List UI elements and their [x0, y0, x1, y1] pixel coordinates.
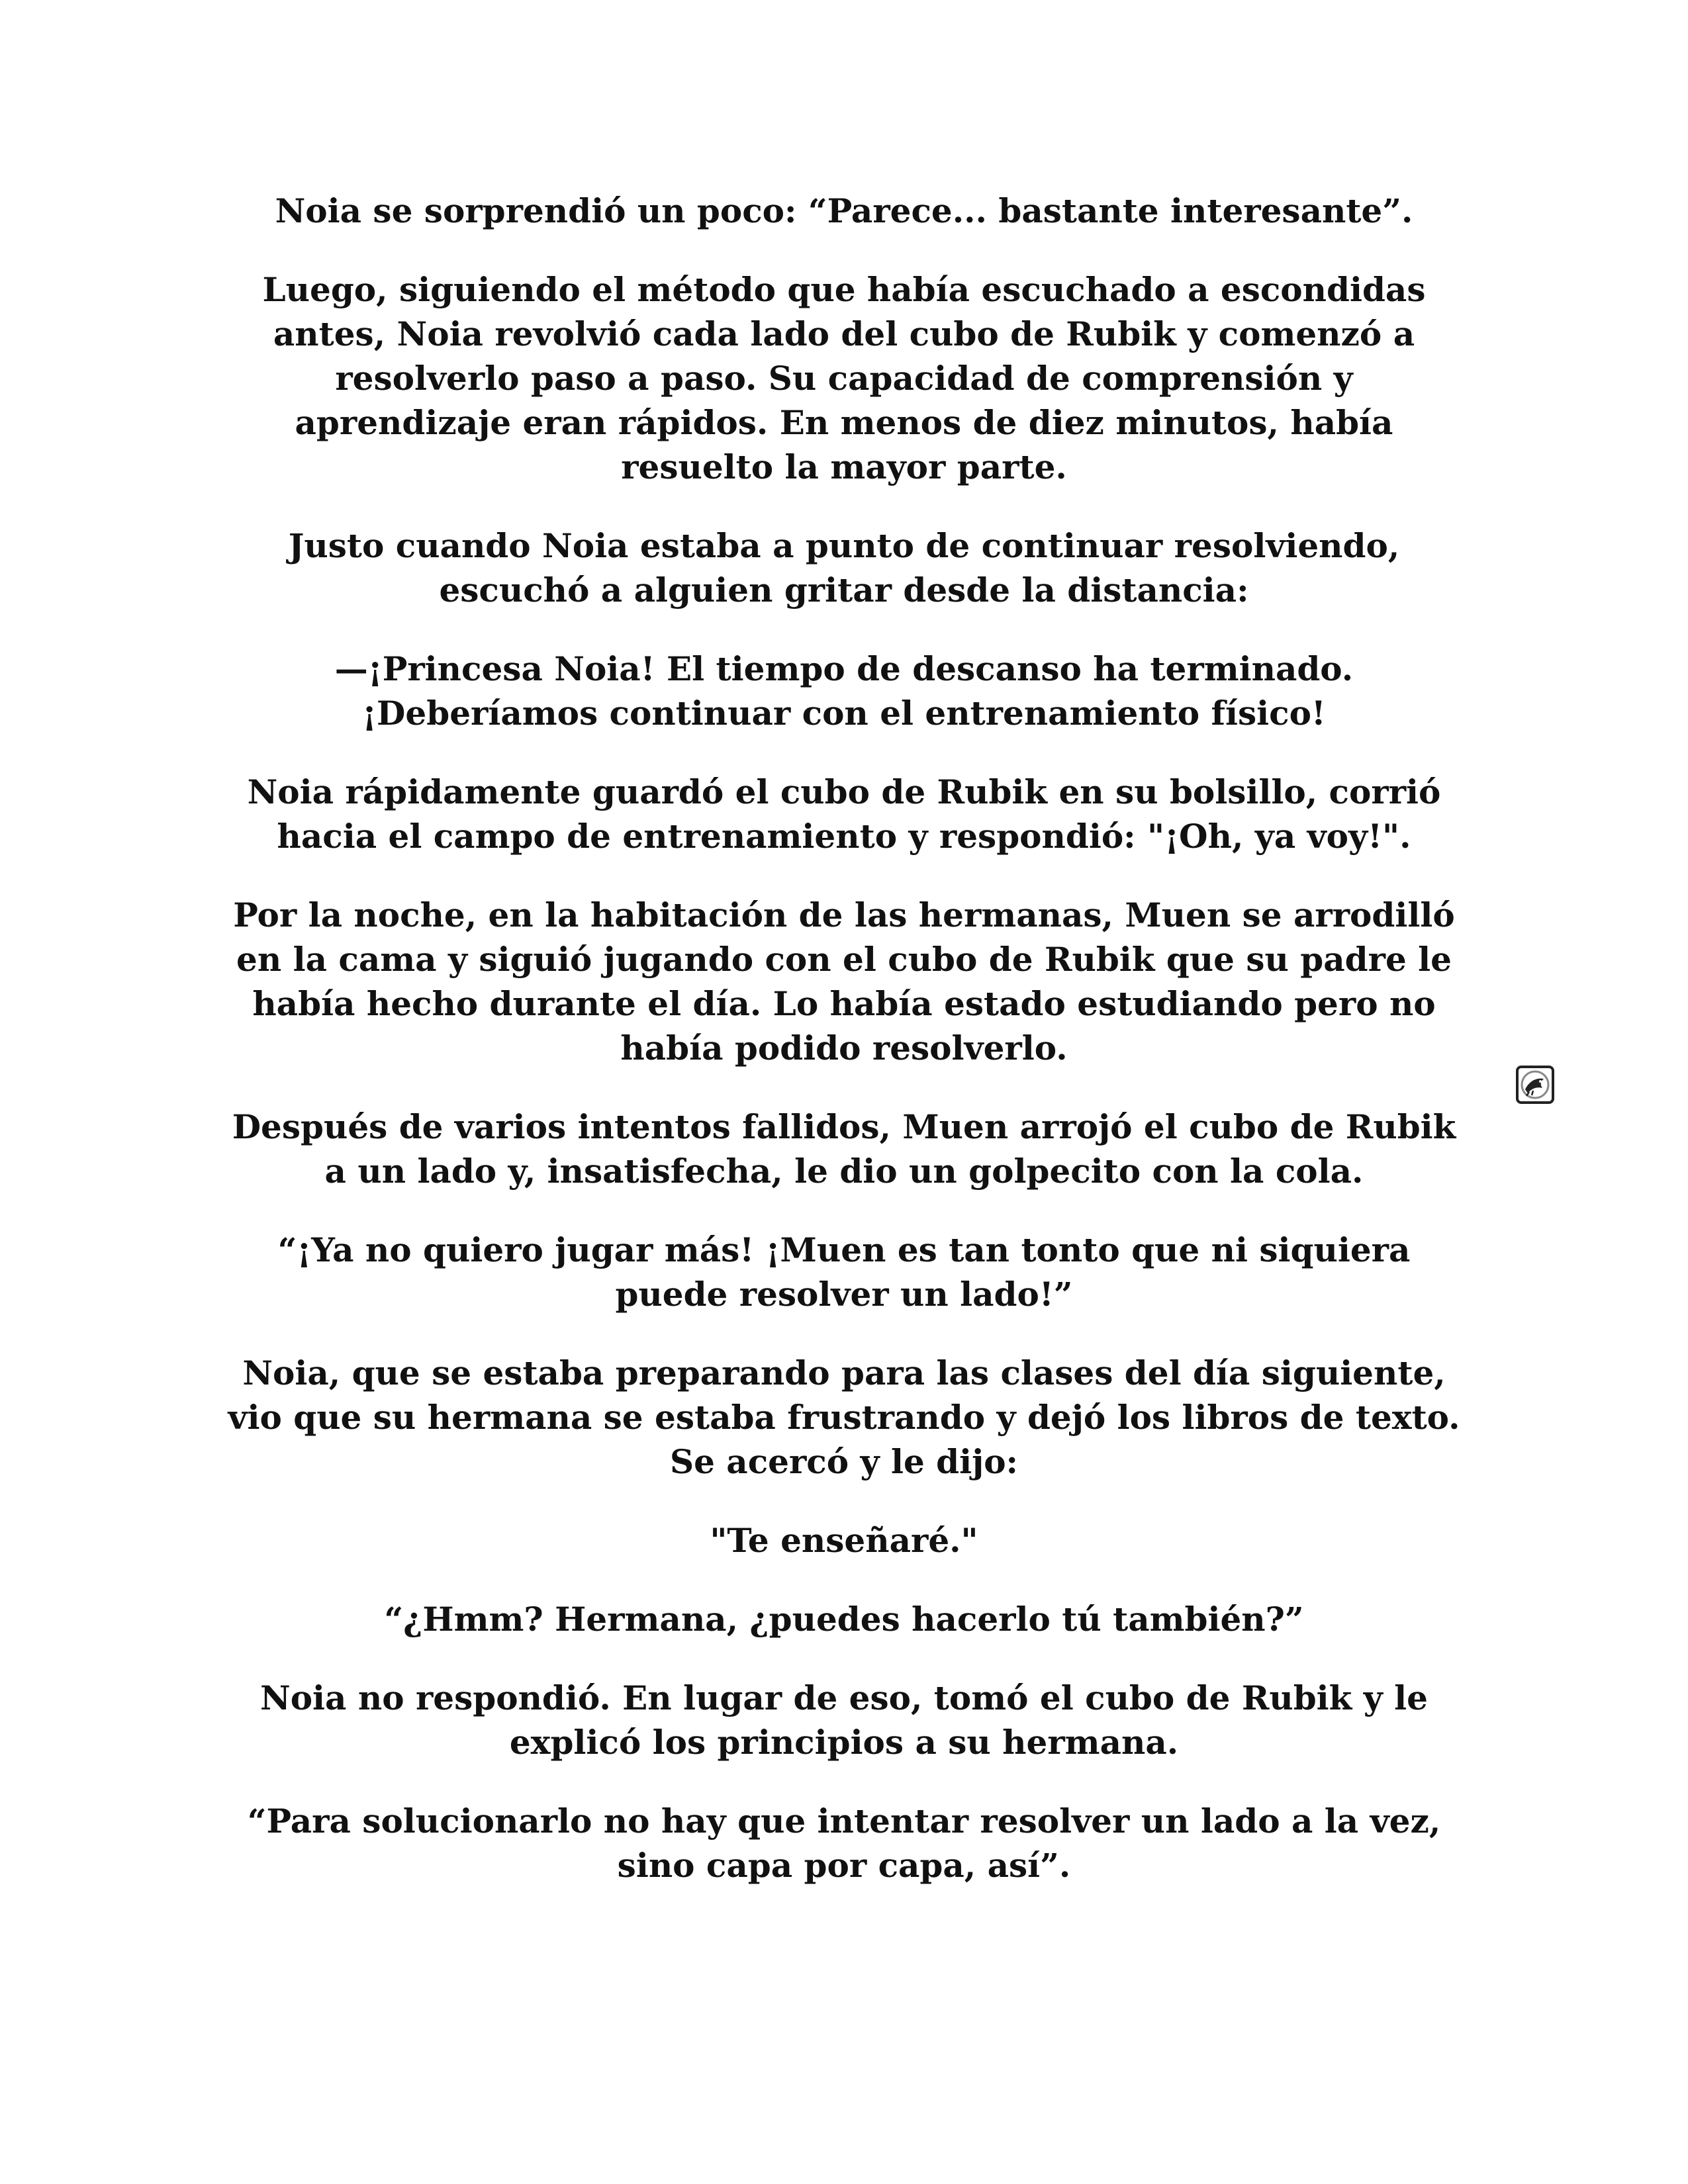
paragraph-13: “Para solucionarlo no hay que intentar resolver un lado a la vez, sino capa por capa, así”.	[247, 1801, 1441, 1885]
paragraph-10: "Te enseñaré."	[710, 1521, 978, 1560]
paragraph-11: “¿Hmm? Hermana, ¿puedes hacerlo tú también?”	[384, 1600, 1304, 1639]
paragraph-5: Noia rápidamente guardó el cubo de Rubik en su bolsillo, corrió hacia el campo de entrenamiento y respondió: "¡Oh, ya voy!".	[247, 772, 1441, 856]
dinosaur-emblem-icon	[1516, 1066, 1554, 1104]
paragraph-7: Después de varios intentos fallidos, Muen arrojó el cubo de Rubik a un lado y, insatisfecha, le dio un golpecito con la cola.	[232, 1107, 1456, 1191]
paragraph-8: “¡Ya no quiero jugar más! ¡Muen es tan tonto que ni siquiera puede resolver un lado!”	[277, 1230, 1411, 1314]
paragraph-9: Noia, que se estaba preparando para las clases del día siguiente, vio que su hermana se estaba frustrando y dejó los libros de texto. Se acercó y le dijo:	[228, 1353, 1460, 1481]
paragraph-2: Luego, siguiendo el método que había escuchado a escondidas antes, Noia revolvió cada lado del cubo de Rubik y comenzó a resolverlo paso a paso. Su capacidad de comprensión y aprendizaje eran rápidos. En menos de diez minutos, había resuelto la mayor parte.	[262, 270, 1426, 486]
document-body	[225, 189, 1463, 1922]
paragraph-1: Noia se sorprendió un poco: “Parece... bastante interesante”.	[275, 191, 1413, 230]
paragraph-12: Noia no respondió. En lugar de eso, tomó el cubo de Rubik y le explicó los principios a su hermana.	[260, 1678, 1428, 1762]
paragraph-4: —¡Princesa Noia! El tiempo de descanso ha terminado. ¡Deberíamos continuar con el entrenamiento físico!	[334, 649, 1354, 733]
paragraph-3: Justo cuando Noia estaba a punto de continuar resolviendo, escuchó a alguien gritar desde la distancia:	[288, 526, 1400, 610]
paragraph-6: Por la noche, en la habitación de las hermanas, Muen se arrodilló en la cama y siguió jugando con el cubo de Rubik que su padre le había hecho durante el día. Lo había estado estudiando pero no había podido resolverlo.	[233, 895, 1455, 1068]
